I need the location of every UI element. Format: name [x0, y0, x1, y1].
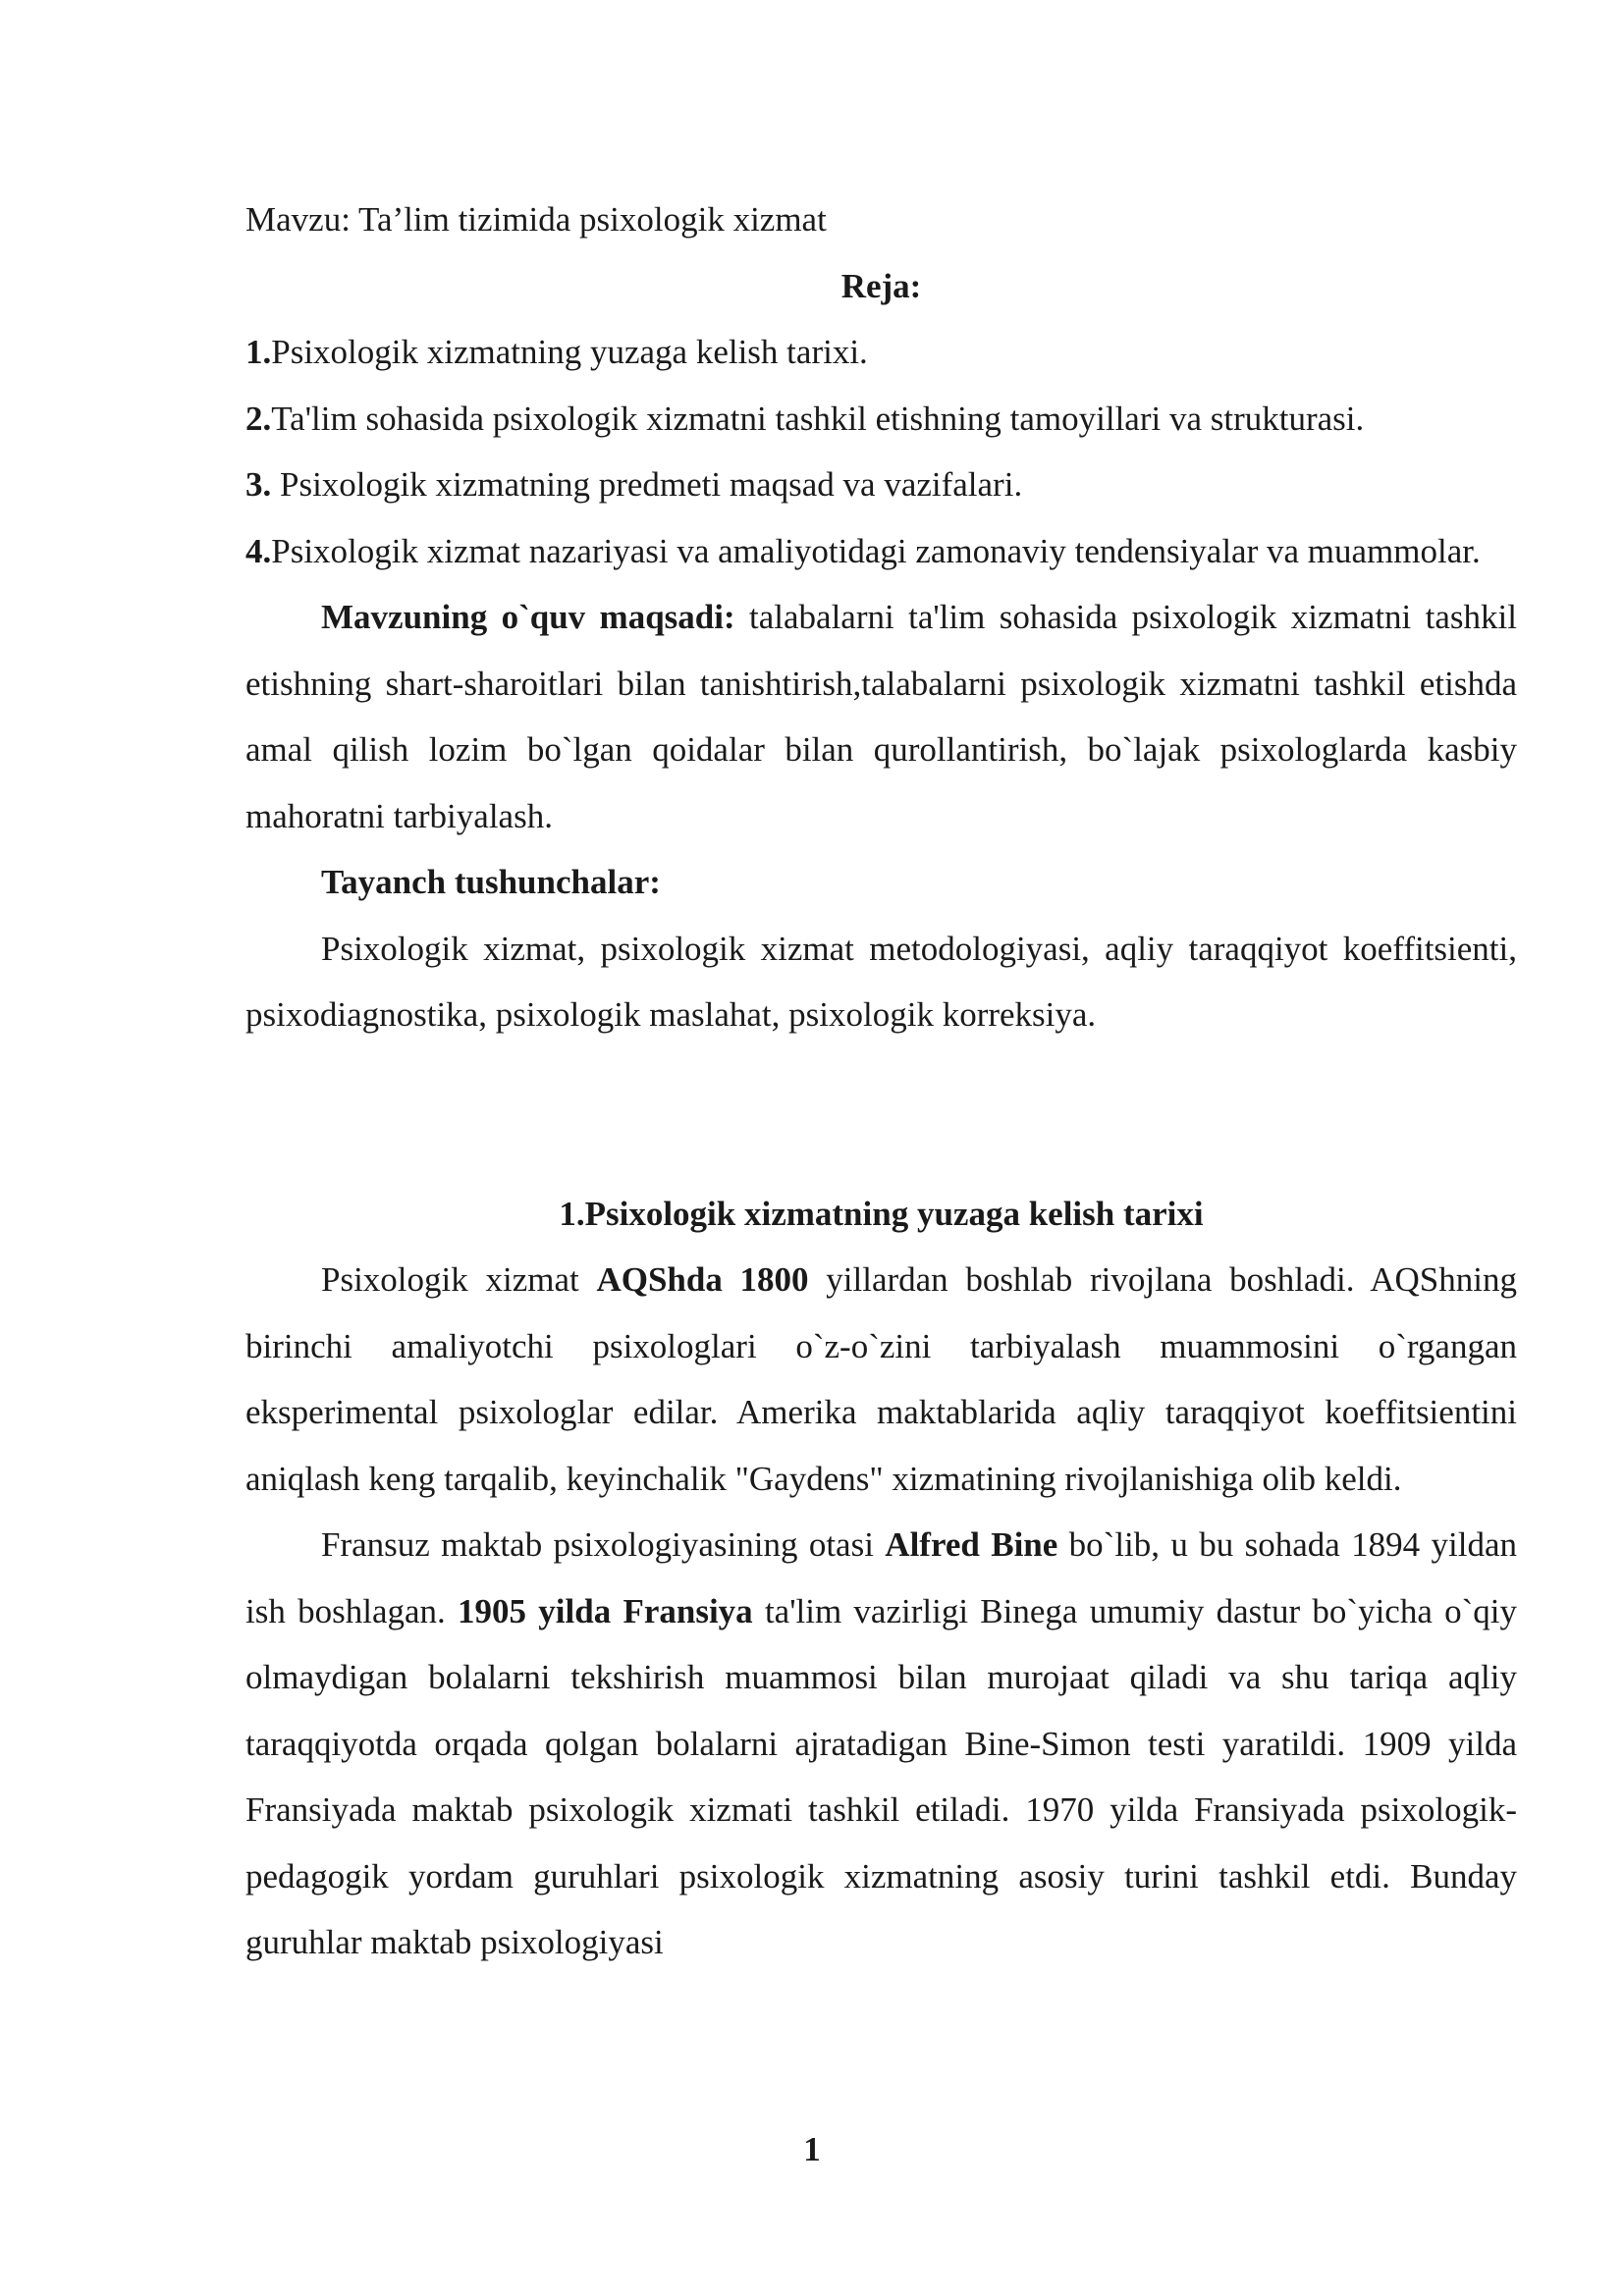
plan-item — [245, 386, 1517, 453]
bold-run: 1905 yilda Fransiya — [458, 1591, 753, 1630]
plan-heading: Reja: — [840, 266, 922, 305]
key-concepts-text: Psixologik xizmat, psixologik xizmat metodologiyasi, aqliy taraqqiyot koeffitsienti, psixodiagnostika, psixologik maslahat, psixologik korreksiya. — [245, 929, 1517, 1034]
plan-item-text: Psixologik xizmatning predmeti maqsad va vazifalari. — [271, 465, 1023, 504]
text-run: Fransuz maktab psixologiyasining otasi — [321, 1525, 886, 1564]
plan-item-number: 2. — [245, 399, 272, 438]
learning-goal-text: talabalarni ta'lim sohasida psixologik xizmatni tashkil etishning shart-sharoitlari bilan tanishtirish,talabalarni psixologik xizmatni tashkil etishda amal qilish lozim bo`lgan qoidalar bilan qurollantirish, bo`lajak psixologlarda kasbiy mahoratni tarbiyalash. — [245, 598, 1517, 835]
text-run: bo`lib, u bu sohada 1894 yildan ish boshlagan. — [245, 1525, 1518, 1630]
bold-run: Alfred Bine — [885, 1525, 1058, 1564]
plan-item — [245, 518, 1517, 585]
plan-item-number: 1. — [245, 333, 272, 371]
document-page — [245, 187, 1517, 1976]
section-heading: 1.Psixologik xizmatning yuzaga kelish tarixi — [559, 1194, 1204, 1233]
bold-run: AQShda 1800 — [596, 1260, 809, 1299]
plan-item-number: 3. — [245, 465, 272, 504]
body-paragraph — [245, 1512, 1517, 1976]
page-number: 1 — [803, 2130, 821, 2168]
learning-goal-paragraph — [245, 584, 1517, 849]
text-run: Psixologik xizmat — [321, 1260, 597, 1299]
plan-item — [245, 452, 1517, 518]
section-spacer — [245, 1048, 1517, 1181]
plan-item-number: 4. — [245, 531, 272, 570]
plan-item-text: Ta'lim sohasida psixologik xizmatni tashkil etishning tamoyillari va strukturasi. — [271, 399, 1365, 438]
text-run: ta'lim vazirligi Binega umumiy dastur bo`yicha o`qiy olmaydigan bolalarni tekshirish muammosi bilan murojaat qiladi va shu tariqa aqliy taraqqiyotda orqada qolgan bolalarni ajratadigan Bine-Simon testi yaratildi. 1909 yilda Fransiyada maktab psixologik xizmati tashkil etiladi. 1970 yilda Fransiyada psixologik-pedagogik yordam guruhlari psixologik xizmatning asosiy turini tashkil etdi. Bunday guruhlar maktab psixologiyasi — [245, 1591, 1517, 1961]
topic-line: Mavzu: Ta’lim tizimida psixologik xizmat — [245, 200, 827, 239]
plan-item-text: Psixologik xizmat nazariyasi va amaliyotidagi zamonaviy tendensiyalar va muammolar. — [271, 531, 1481, 570]
key-concepts-heading: Tayanch tushunchalar: — [321, 863, 661, 901]
text-run: yillardan boshlab rivojlana boshladi. AQShning birinchi amaliyotchi psixologlari o`z-o`zini tarbiyalash muammosini o`rgangan eksperimental psixologlar edilar. Amerika maktablarida aqliy taraqqiyot koeffitsientini aniqlash keng tarqalib, keyinchalik "Gaydens" xizmatining rivojlanishiga olib keldi. — [245, 1260, 1517, 1498]
plan-item-text: Psixologik xizmatning yuzaga kelish tarixi. — [271, 333, 868, 371]
learning-goal-label: Mavzuning o`quv maqsadi: — [321, 598, 735, 636]
plan-item — [245, 319, 1517, 386]
body-paragraph — [245, 1247, 1517, 1512]
